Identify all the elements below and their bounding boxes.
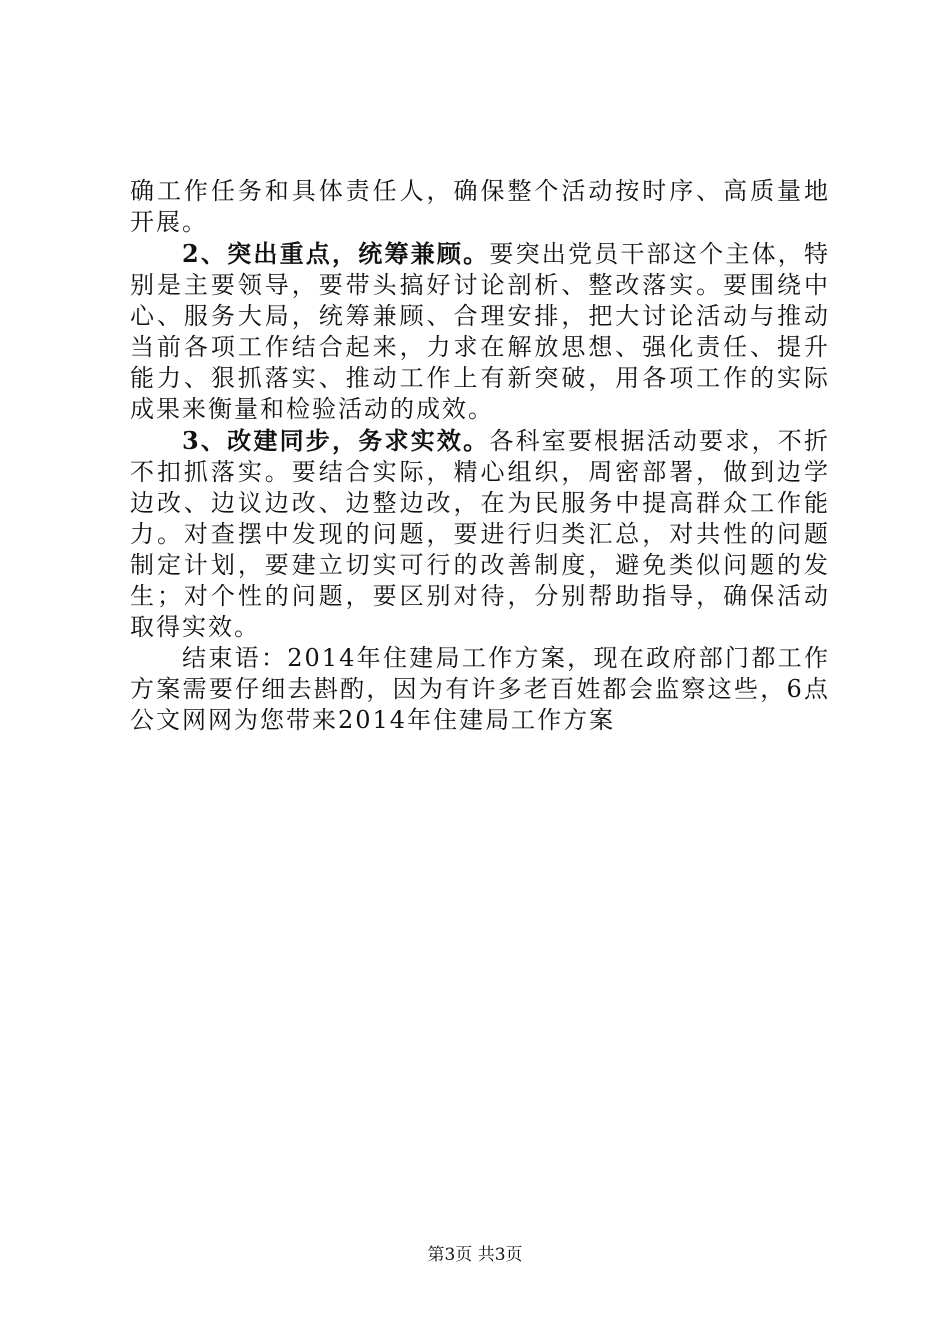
section-2-text: 要突出党员干部这个主体，特别是主要领导，要带头搞好讨论剖析、整改落实。要围绕中心、服务大局，统筹兼顾、合理安排，把大讨论活动与推动当前各项工作结合起来，力求在解放思想、强化责任、提升能力、狠抓落实、推动工作上有新突破，用各项工作的实际成果来衡量和检验活动的成效。 [130,240,831,423]
page-footer [0,1244,950,1266]
paragraph-conclusion: 结束语：2014年住建局工作方案，现在政府部门都工作方案需要仔细去斟酌，因为有许多老百姓都会监察这些，6点公文网网为您带来2014年住建局工作方案 [130,644,830,734]
section-2-heading: 2、突出重点，统筹兼顾。 [182,239,490,268]
page-number-label: 第3页 共3页 [427,1245,523,1265]
document-body [130,176,830,736]
paragraph-continuation: 确工作任务和具体责任人，确保整个活动按时序、高质量地开展。 [130,177,830,236]
paragraph-section-2 [130,238,830,425]
section-3-heading: 3、改建同步，务求实效。 [182,426,490,455]
section-3-text: 各科室要根据活动要求，不折不扣抓落实。要结合实际，精心组织，周密部署，做到边学边改、边议边改、边整边改，在为民服务中提高群众工作能力。对查摆中发现的问题，要进行归类汇总，对共性的问题制定计划，要建立切实可行的改善制度，避免类似问题的发生；对个性的问题，要区别对待，分别帮助指导，确保活动取得实效。 [130,427,831,641]
paragraph-section-3 [130,425,830,643]
